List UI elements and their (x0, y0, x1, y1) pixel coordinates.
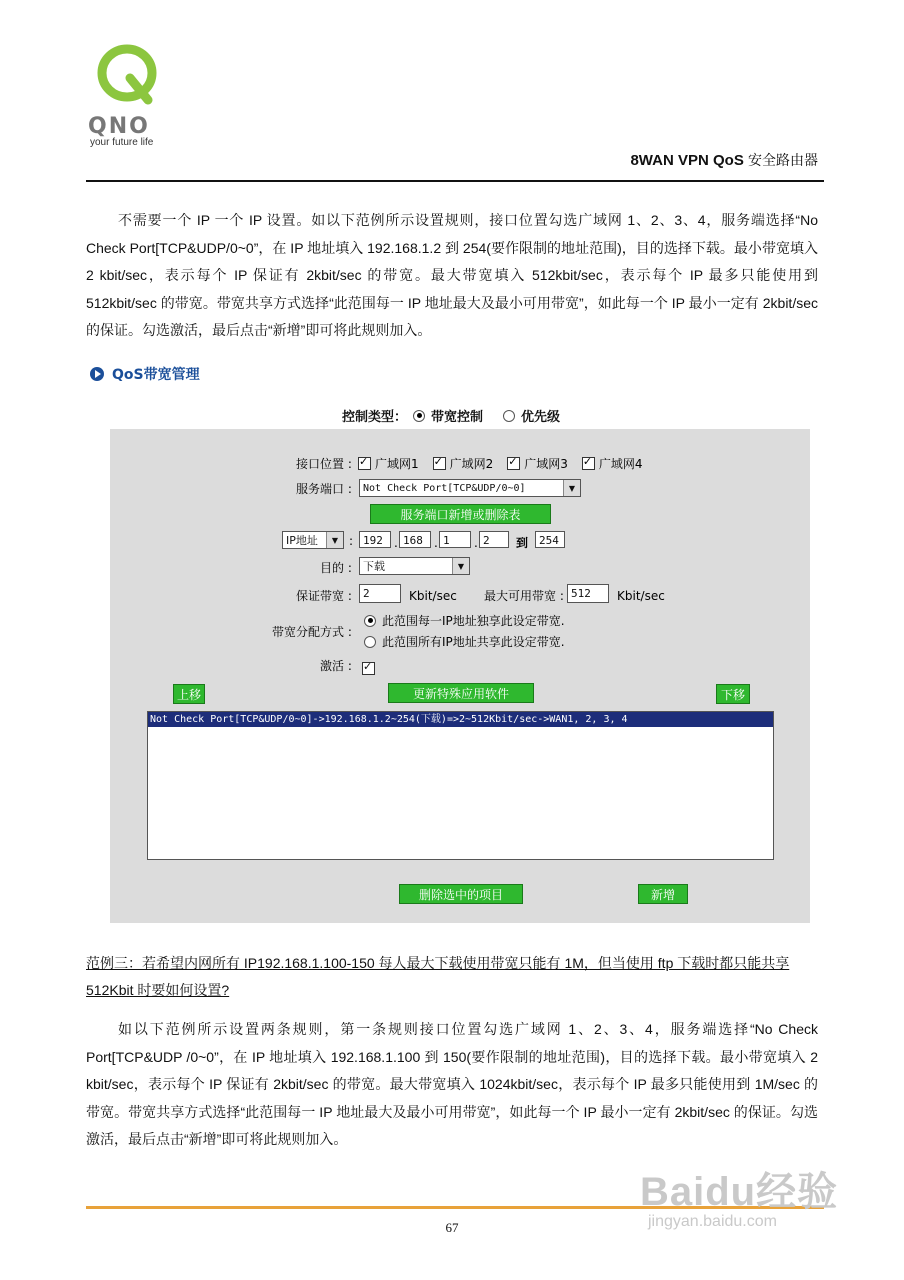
ip-dot: . (434, 536, 438, 550)
baidu-watermark (640, 1160, 838, 1231)
wan4-checkbox[interactable] (582, 457, 595, 470)
intro-paragraph: 不需要一个 IP 一个 IP 设置。如以下范例所示设置规则，接口位置勾选广域网 1、2、3、4，服务端选择“No Check Port[TCP&UDP/0~0”，在 IP 地址填入 192.168.1.2 到 254(要作限制的地址范围)，目的选择下载。最小带宽填入 2 kbit/sec，表示每个 IP 保证有 2kbit/sec 的带宽。最大带宽填入 512kbit/sec，表示每个 IP 最多只能使用到 512kbit/sec 的带宽。带宽共享方式选择“此范围每一 IP 地址最大及最小可用带宽”，如此每一个 IP 最小一定有 2kbit/sec 的保证。勾选激活，最后点击“新增”即可将此规则加入。 (86, 212, 818, 338)
update-special-apps-button[interactable]: 更新特殊应用软件 (388, 683, 534, 703)
share-option1-row (364, 612, 565, 629)
bandwidth-control-label: 带宽控制 (431, 410, 484, 425)
share-shared-label: 此范围所有IP地址共享此设定带宽. (382, 635, 565, 649)
service-port-manage-button[interactable]: 服务端口新增或删除表 (370, 504, 551, 524)
wan3-label: 广域网3 (524, 457, 568, 471)
share-exclusive-label: 此范围每一IP地址独享此设定带宽. (382, 614, 565, 628)
min-bandwidth-input[interactable]: 2 (359, 584, 401, 603)
share-option2-row (364, 633, 565, 650)
example-paragraph: 如以下范例所示设置两条规则，第一条规则接口位置勾选广域网 1、2、3、4，服务端选择“No Check Port[TCP&UDP /0~0”，在 IP 地址填入 192.168.1.100 到 150(要作限制的地址范围)，目的选择下载。最小带宽填入 2 kbit/sec，表示每个 IP 保证有 2kbit/sec 的带宽。最大带宽填入 1024kbit/sec，表示每个 IP 最多只能使用到 1M/sec 的带宽。带宽共享方式选择“此范围每一 IP 地址最大及最小可用带宽”，如此每一个 IP 最小一定有 2kbit/sec 的保证。勾选激活，最后点击“新增”即可将此规则加入。 (86, 1021, 818, 1147)
priority-radio[interactable] (503, 410, 515, 422)
chevron-down-icon: ▼ (563, 480, 580, 496)
max-bandwidth-input[interactable]: 512 (567, 584, 609, 603)
service-port-label: 服务端口 : (296, 482, 352, 496)
ip-range-to-label: 到 (516, 536, 529, 550)
wan1-checkbox[interactable] (358, 457, 371, 470)
ip-type-select[interactable] (282, 531, 344, 549)
watermark-brand: Baidu经验 (640, 1170, 839, 1214)
destination-value: 下载 (363, 560, 385, 573)
rule-list-item[interactable]: Not Check Port[TCP&UDP/0~0]->192.168.1.2~254(下载)=>2~512Kbit/sec->WAN1, 2, 3, 4 (148, 712, 773, 727)
qno-logo-icon (96, 44, 158, 106)
chevron-down-icon: ▼ (326, 532, 343, 548)
bandwidth-control-radio[interactable] (413, 410, 425, 422)
share-shared-radio[interactable] (364, 636, 376, 648)
destination-select[interactable] (359, 557, 470, 575)
priority-label: 优先级 (521, 410, 561, 425)
ip-octet3-input[interactable]: 1 (439, 531, 471, 548)
document-title (630, 150, 818, 170)
delete-selected-button[interactable]: 删除选中的项目 (399, 884, 523, 904)
ip-type-value: IP地址 (286, 534, 318, 547)
page-number: 67 (445, 1220, 459, 1235)
ip-octet4-input[interactable]: 2 (479, 531, 509, 548)
ip-colon: : (349, 534, 354, 548)
service-port-select[interactable] (359, 479, 581, 497)
move-up-button[interactable]: 上移 (173, 684, 205, 704)
active-label: 激活 : (320, 659, 352, 673)
chevron-down-icon: ▼ (452, 558, 469, 574)
wan2-checkbox[interactable] (433, 457, 446, 470)
control-type-label: 控制类型： (342, 410, 408, 425)
ip-dot: . (474, 536, 478, 550)
wan1-label: 广域网1 (375, 457, 419, 471)
watermark-url: jingyan.baidu.com (648, 1213, 777, 1230)
destination-label: 目的 : (320, 561, 352, 575)
move-down-button[interactable]: 下移 (716, 684, 750, 704)
share-exclusive-radio[interactable] (364, 615, 376, 627)
rule-list[interactable] (147, 711, 774, 860)
ip-octet2-input[interactable]: 168 (399, 531, 431, 548)
section-heading (90, 364, 200, 384)
document-title-cn: 安全路由器 (748, 152, 818, 168)
max-bandwidth-unit: Kbit/sec (617, 589, 665, 603)
share-mode-label: 带宽分配方式 : (272, 625, 352, 639)
active-checkbox[interactable] (362, 662, 375, 675)
logo-tagline: your future life (90, 137, 154, 148)
interface-label: 接口位置 : (296, 457, 352, 471)
min-bandwidth-label: 保证带宽 : (296, 589, 352, 603)
wan4-label: 广域网4 (598, 457, 643, 471)
ip-dot: . (394, 536, 398, 550)
add-rule-button[interactable]: 新增 (638, 884, 688, 904)
control-type-row (342, 406, 560, 425)
example-heading: 范例三：若希望内网所有 IP192.168.1.100-150 每人最大下载使用带宽只能有 1M，但当使用 ftp 下载时都只能共享 512Kbit 时要如何设置? (86, 955, 790, 998)
ip-octet1-input[interactable]: 192 (359, 531, 391, 548)
service-port-value: Not Check Port[TCP&UDP/0~0] (363, 482, 526, 494)
ip-end-input[interactable]: 254 (535, 531, 565, 548)
logo-wordmark: QNO (88, 114, 150, 139)
wan2-label: 广域网2 (449, 457, 494, 471)
min-bandwidth-unit: Kbit/sec (409, 589, 457, 603)
document-title-en: 8WAN VPN QoS (630, 152, 744, 169)
max-bandwidth-label: 最大可用带宽 : (484, 589, 564, 603)
play-bullet-icon (90, 367, 104, 381)
header-divider (86, 180, 824, 182)
wan-checkbox-group (358, 455, 643, 472)
wan3-checkbox[interactable] (507, 457, 520, 470)
section-title: QoS带宽管理 (112, 367, 200, 383)
